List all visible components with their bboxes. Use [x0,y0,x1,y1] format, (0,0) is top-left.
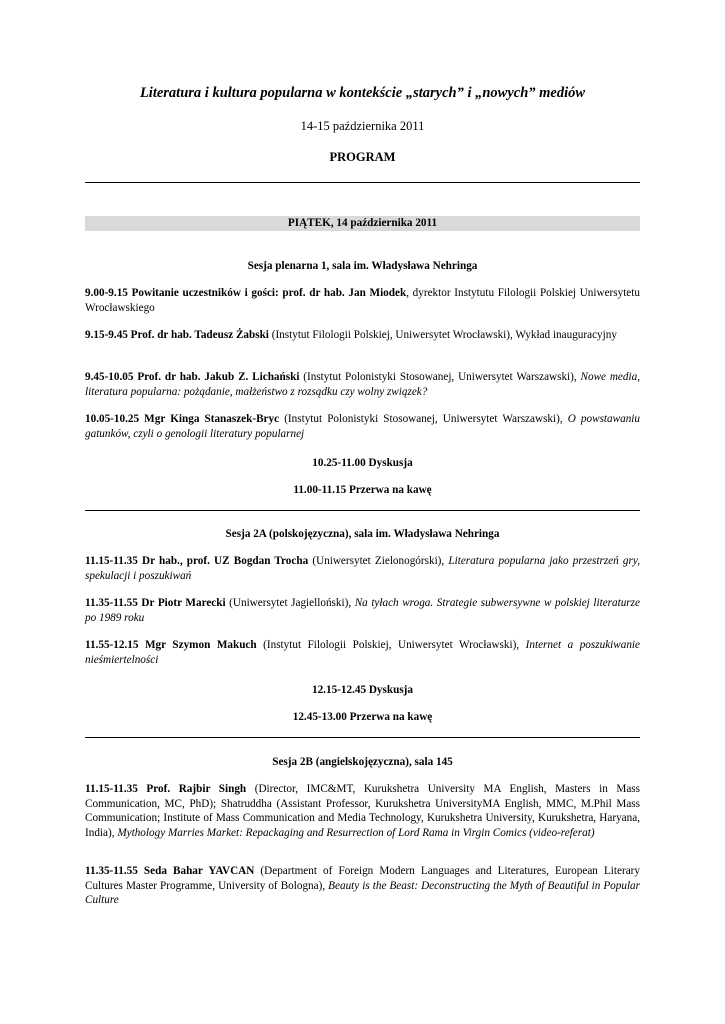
program-entry [85,554,640,583]
entry-affiliation: (Director, IMC&MT, Kurukshetra University MA English, Masters in Mass Communication, MC, PhD); Shatruddha (Assistant Professor, Kurukshetra UniversityMA English, MMC, M.Phil Mass Communication; Institute of Mass Communication and Media Technology, Kurukshetra University, Kurukshetra, Haryana, India), [85,783,640,839]
entry-time-speaker: 10.05-10.25 Mgr Kinga Stanaszek-Bryc [85,413,280,425]
divider [85,510,640,511]
entry-title: Nowe media, literatura popularna: pożądanie, małżeństwo z rozsądku czy wolny związek? [85,371,640,398]
entry-title: Na tyłach wroga. Strategie subwersywne w polskiej literaturze po 1989 roku [85,597,640,624]
coffee-break-slot: 12.45-13.00 Przerwa na kawę [292,711,433,723]
entry-title: Beauty is the Beast: Deconstructing the Myth of Beautiful in Popular Culture [85,879,641,907]
session-heading: Sesja 2B (angielskojęzyczna), sala 145 [272,756,453,768]
entry-time-speaker: 11.15-11.35 Dr hab., prof. UZ Bogdan Trocha [85,555,309,567]
program-entry [85,782,640,840]
program-entry [85,864,640,908]
entry-title: Mythology Marries Market: Repackaging and Resurrection of Lord Rama in Virgin Comics (video-referat) [117,826,595,839]
day-band: PIĄTEK, 14 października 2011 [85,216,640,231]
session-heading: Sesja plenarna 1, sala im. Władysława Nehringa [247,260,478,272]
entry-affiliation: (Department of Foreign Modern Languages and Literatures, European Literary Cultures Master Programme, University of Bologna), [85,865,640,892]
discussion-slot: 12.15-12.45 Dyskusja [311,684,413,696]
program-entry [85,596,640,625]
event-date: 14-15 października 2011 [300,119,425,133]
entry-time-speaker: 11.35-11.55 Seda Bahar YAVCAN [85,865,255,877]
program-entry [85,328,640,343]
program-entry [85,370,640,399]
program-entry [85,638,640,667]
discussion-slot: 10.25-11.00 Dyskusja [312,457,413,469]
program-heading: PROGRAM [329,150,396,164]
entry-title: Literatura popularna jako przestrzeń gry, spekulacji i poszukiwań [85,555,640,582]
coffee-break-slot: 11.00-11.15 Przerwa na kawę [293,484,432,496]
program-entry [85,412,640,441]
entry-affiliation: (Instytut Filologii Polskiej, Uniwersytet Wrocławski), Wykład inauguracyjny [268,329,617,341]
divider [85,182,640,183]
entry-time-speaker: 11.55-12.15 Mgr Szymon Makuch [85,639,257,651]
entry-time-speaker: 9.15-9.45 Prof. dr hab. Tadeusz Żabski [85,329,269,341]
entry-title: O powstawaniu gatunków, czyli o genologii literatury popularnej [85,413,640,440]
document-title: Literatura i kultura popularna w kontekście „starych” i „nowych” mediów [139,85,586,101]
entry-affiliation: (Uniwersytet Jagielloński), [225,597,355,609]
entry-time-speaker: 11.35-11.55 Dr Piotr Marecki [85,597,226,609]
entry-affiliation: (Instytut Filologii Polskiej, Uniwersytet Wrocławski), [256,639,526,651]
program-entry [85,286,640,315]
entry-time-speaker: 9.00-9.15 Powitanie uczestników i gości: prof. dr hab. Jan Miodek [85,287,407,299]
entry-title: Internet a poszukiwanie nieśmiertelności [85,639,640,666]
entry-time-speaker: 11.15-11.35 Prof. Rajbir Singh [85,783,247,795]
entry-affiliation: (Instytut Polonistyki Stosowanej, Uniwersytet Warszawski), [299,371,581,383]
entry-time-speaker: 9.45-10.05 Prof. dr hab. Jakub Z. Lichański [85,371,300,383]
entry-affiliation: (Uniwersytet Zielonogórski), [308,555,449,567]
session-heading: Sesja 2A (polskojęzyczna), sala im. Władysława Nehringa [225,528,500,540]
entry-affiliation: , dyrektor Instytutu Filologii Polskiej Uniwersytetu Wrocławskiego [85,287,640,314]
divider [85,737,640,738]
entry-affiliation: (Instytut Polonistyki Stosowanej, Uniwersytet Warszawski), [279,413,568,425]
